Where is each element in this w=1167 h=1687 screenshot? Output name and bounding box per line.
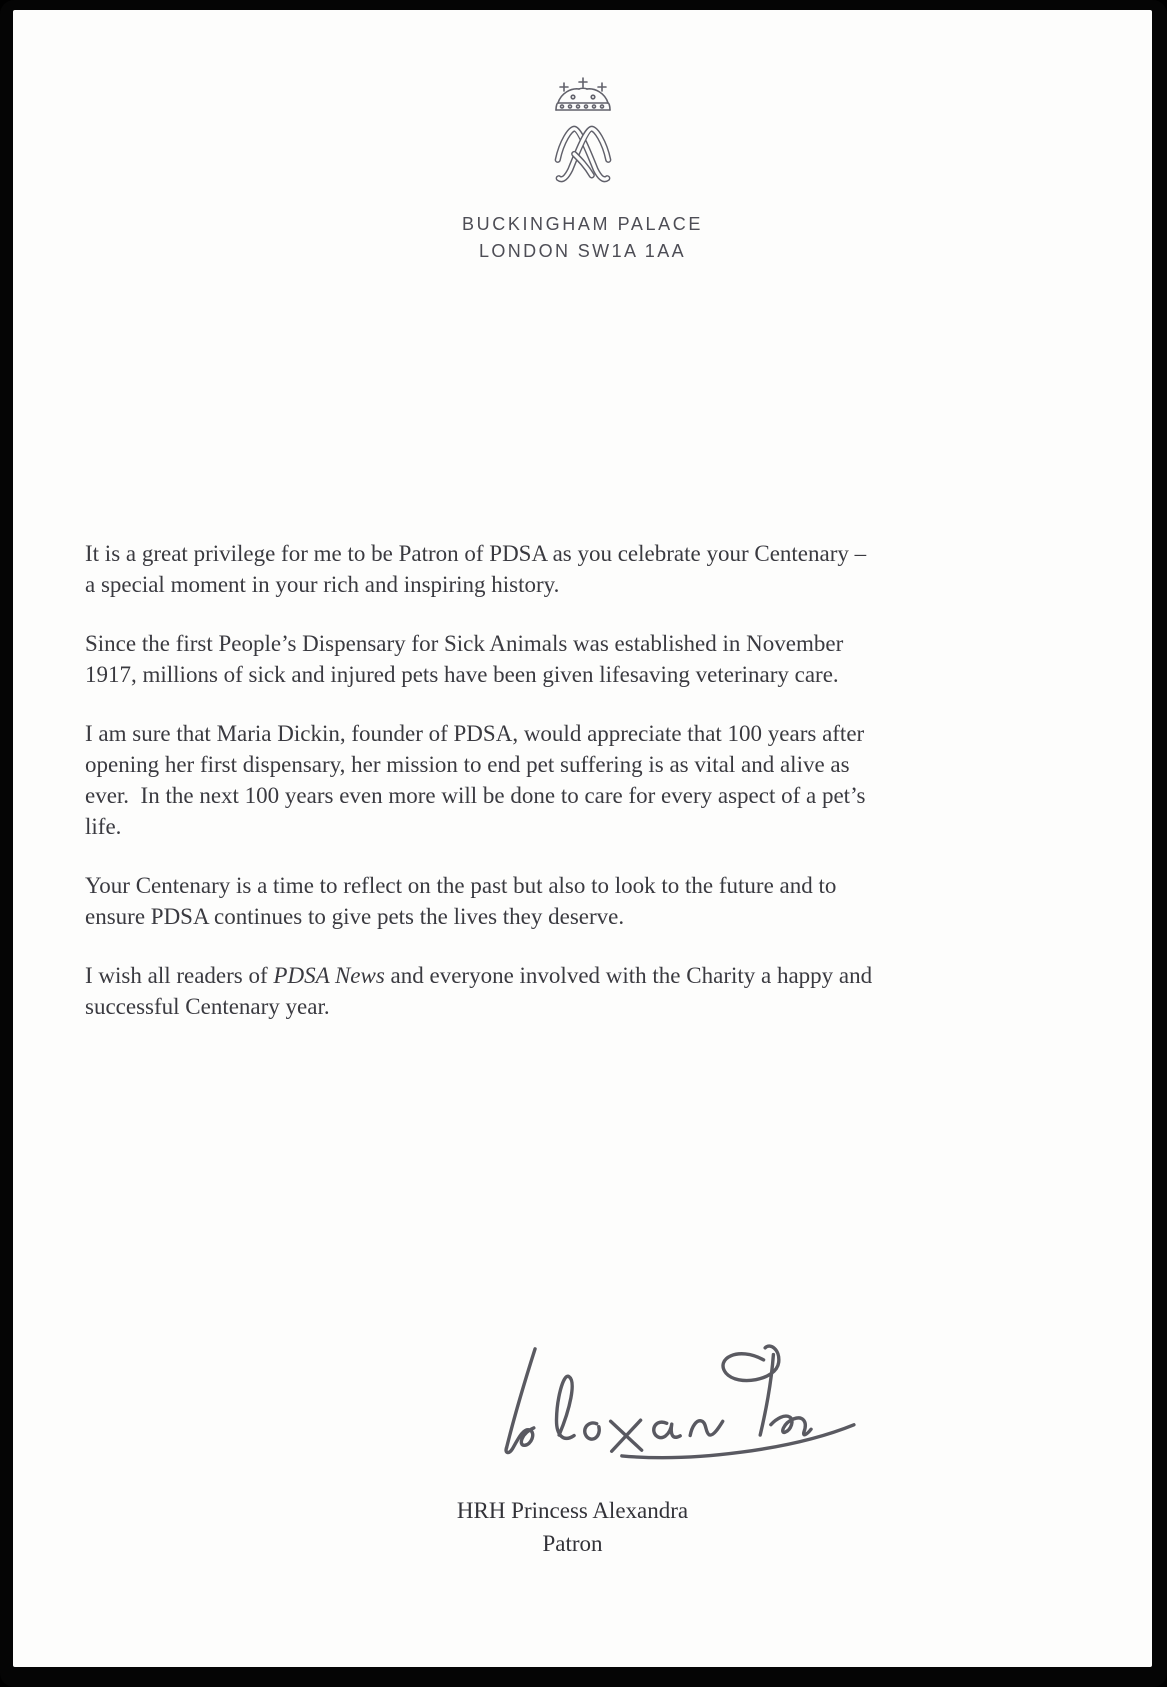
letter-text: 1917, millions of sick and injured pets have been given lifesaving veterinary care.	[85, 662, 839, 687]
letter-paragraph	[85, 960, 1005, 1022]
letter-line	[85, 991, 1005, 1022]
letter-text: It is a great privilege for me to be Patron of PDSA as you celebrate your Centenary –	[85, 541, 867, 566]
letter-paragraph	[85, 538, 1005, 600]
letter-line	[85, 569, 1005, 600]
letter-text: Since the first People’s Dispensary for Sick Animals was established in November	[85, 631, 844, 656]
letter-body	[85, 538, 1005, 1050]
royal-crest	[13, 76, 1152, 187]
letter-line	[85, 901, 1005, 932]
closing-name: HRH Princess Alexandra	[456, 1498, 689, 1523]
closing	[3, 1494, 1142, 1560]
letter-text: and everyone involved with the Charity a happy and	[384, 963, 873, 988]
signature-alexandra	[477, 1321, 872, 1483]
letter-text-italic: PDSA News	[273, 963, 385, 988]
letter-text: opening her first dispensary, her mission to end pet suffering is as vital and alive as	[85, 752, 850, 777]
letterhead-address-line2: LONDON SW1A 1AA	[478, 241, 687, 261]
letter-line	[85, 538, 1005, 569]
letter-line	[85, 628, 1005, 659]
letterhead	[13, 76, 1152, 262]
letter-paragraph	[85, 718, 1005, 842]
letter-text: a special moment in your rich and inspiring history.	[85, 572, 560, 597]
letter-paragraph	[85, 628, 1005, 690]
letter-line	[85, 780, 1005, 811]
letterhead-address-line1: BUCKINGHAM PALACE	[462, 214, 703, 234]
letter-text: ensure PDSA continues to give pets the lives they deserve.	[85, 904, 625, 929]
letter-line	[85, 811, 1005, 842]
letter-text: I am sure that Maria Dickin, founder of PDSA, would appreciate that 100 years after	[85, 721, 865, 746]
royal-crown-icon	[545, 76, 621, 116]
letter-text: successful Centenary year.	[85, 994, 330, 1019]
letter-text: Your Centenary is a time to reflect on the past but also to look to the future and to	[85, 873, 837, 898]
letter-line	[85, 718, 1005, 749]
letter-sheet	[13, 10, 1152, 1667]
signature-block	[13, 1328, 1152, 1476]
letter-line	[85, 870, 1005, 901]
royal-cypher-icon	[549, 121, 617, 187]
closing-title: Patron	[542, 1531, 603, 1556]
letter-text: life.	[85, 814, 122, 839]
letter-text: I wish all readers of	[85, 963, 274, 988]
letter-line	[85, 749, 1005, 780]
letter-paragraph	[85, 870, 1005, 932]
letter-line	[85, 659, 1005, 690]
letter-text: ever. In the next 100 years even more will be done to care for every aspect of a pet’s	[85, 783, 866, 808]
letter-line	[85, 960, 1005, 991]
